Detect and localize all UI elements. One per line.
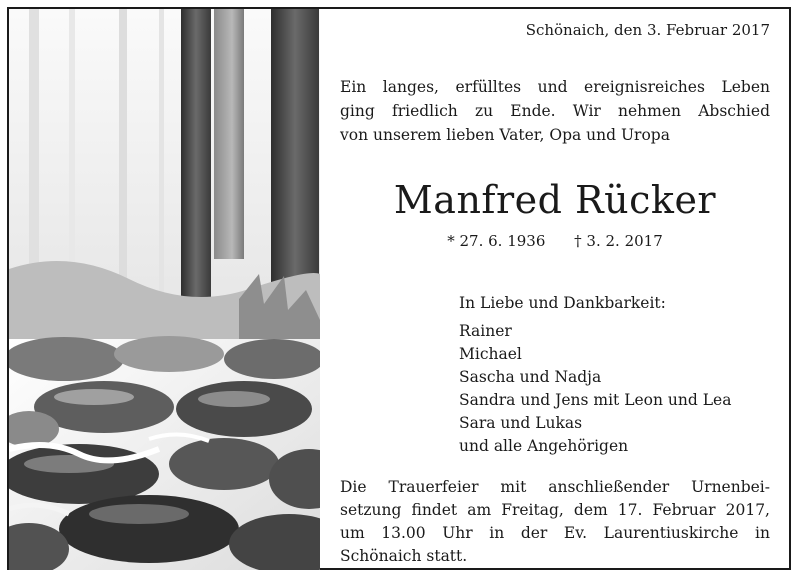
ceremony-info bbox=[340, 476, 770, 568]
ceremony-line: um 13.00 Uhr in der Ev. Laurentiuskirche in bbox=[340, 524, 770, 542]
survivor-name: und alle Angehörigen bbox=[459, 437, 629, 455]
deceased-name: Manfred Rücker bbox=[393, 178, 717, 222]
intro-line: Ein langes, erfülltes und ereignisreiches Leben bbox=[340, 78, 770, 96]
forest-stream-photo bbox=[9, 9, 320, 570]
survivor-name: Sascha und Nadja bbox=[459, 368, 602, 386]
death-date: † 3. 2. 2017 bbox=[574, 232, 663, 250]
life-dates bbox=[340, 230, 770, 252]
place-date: Schönaich, den 3. Februar 2017 bbox=[525, 21, 770, 39]
intro-text bbox=[340, 75, 770, 147]
intro-line: ging friedlich zu Ende. Wir nehmen Abschied bbox=[340, 102, 770, 120]
ceremony-line: Die Trauerfeier mit anschließender Urnenbei- bbox=[340, 478, 770, 496]
ceremony-line: Schönaich statt. bbox=[340, 547, 468, 565]
intro-line: von unserem lieben Vater, Opa und Uropa bbox=[340, 126, 670, 144]
survivor-name: Sara und Lukas bbox=[459, 414, 583, 432]
survivors-heading: In Liebe und Dankbarkeit: bbox=[459, 294, 666, 312]
survivor-name: Rainer bbox=[459, 322, 512, 340]
survivor-name: Sandra und Jens mit Leon und Lea bbox=[459, 391, 732, 409]
birth-date: * 27. 6. 1936 bbox=[447, 232, 546, 250]
survivor-name: Michael bbox=[459, 345, 522, 363]
ceremony-line: setzung findet am Freitag, dem 17. Februar 2017, bbox=[340, 501, 770, 519]
survivors-list bbox=[459, 292, 779, 458]
